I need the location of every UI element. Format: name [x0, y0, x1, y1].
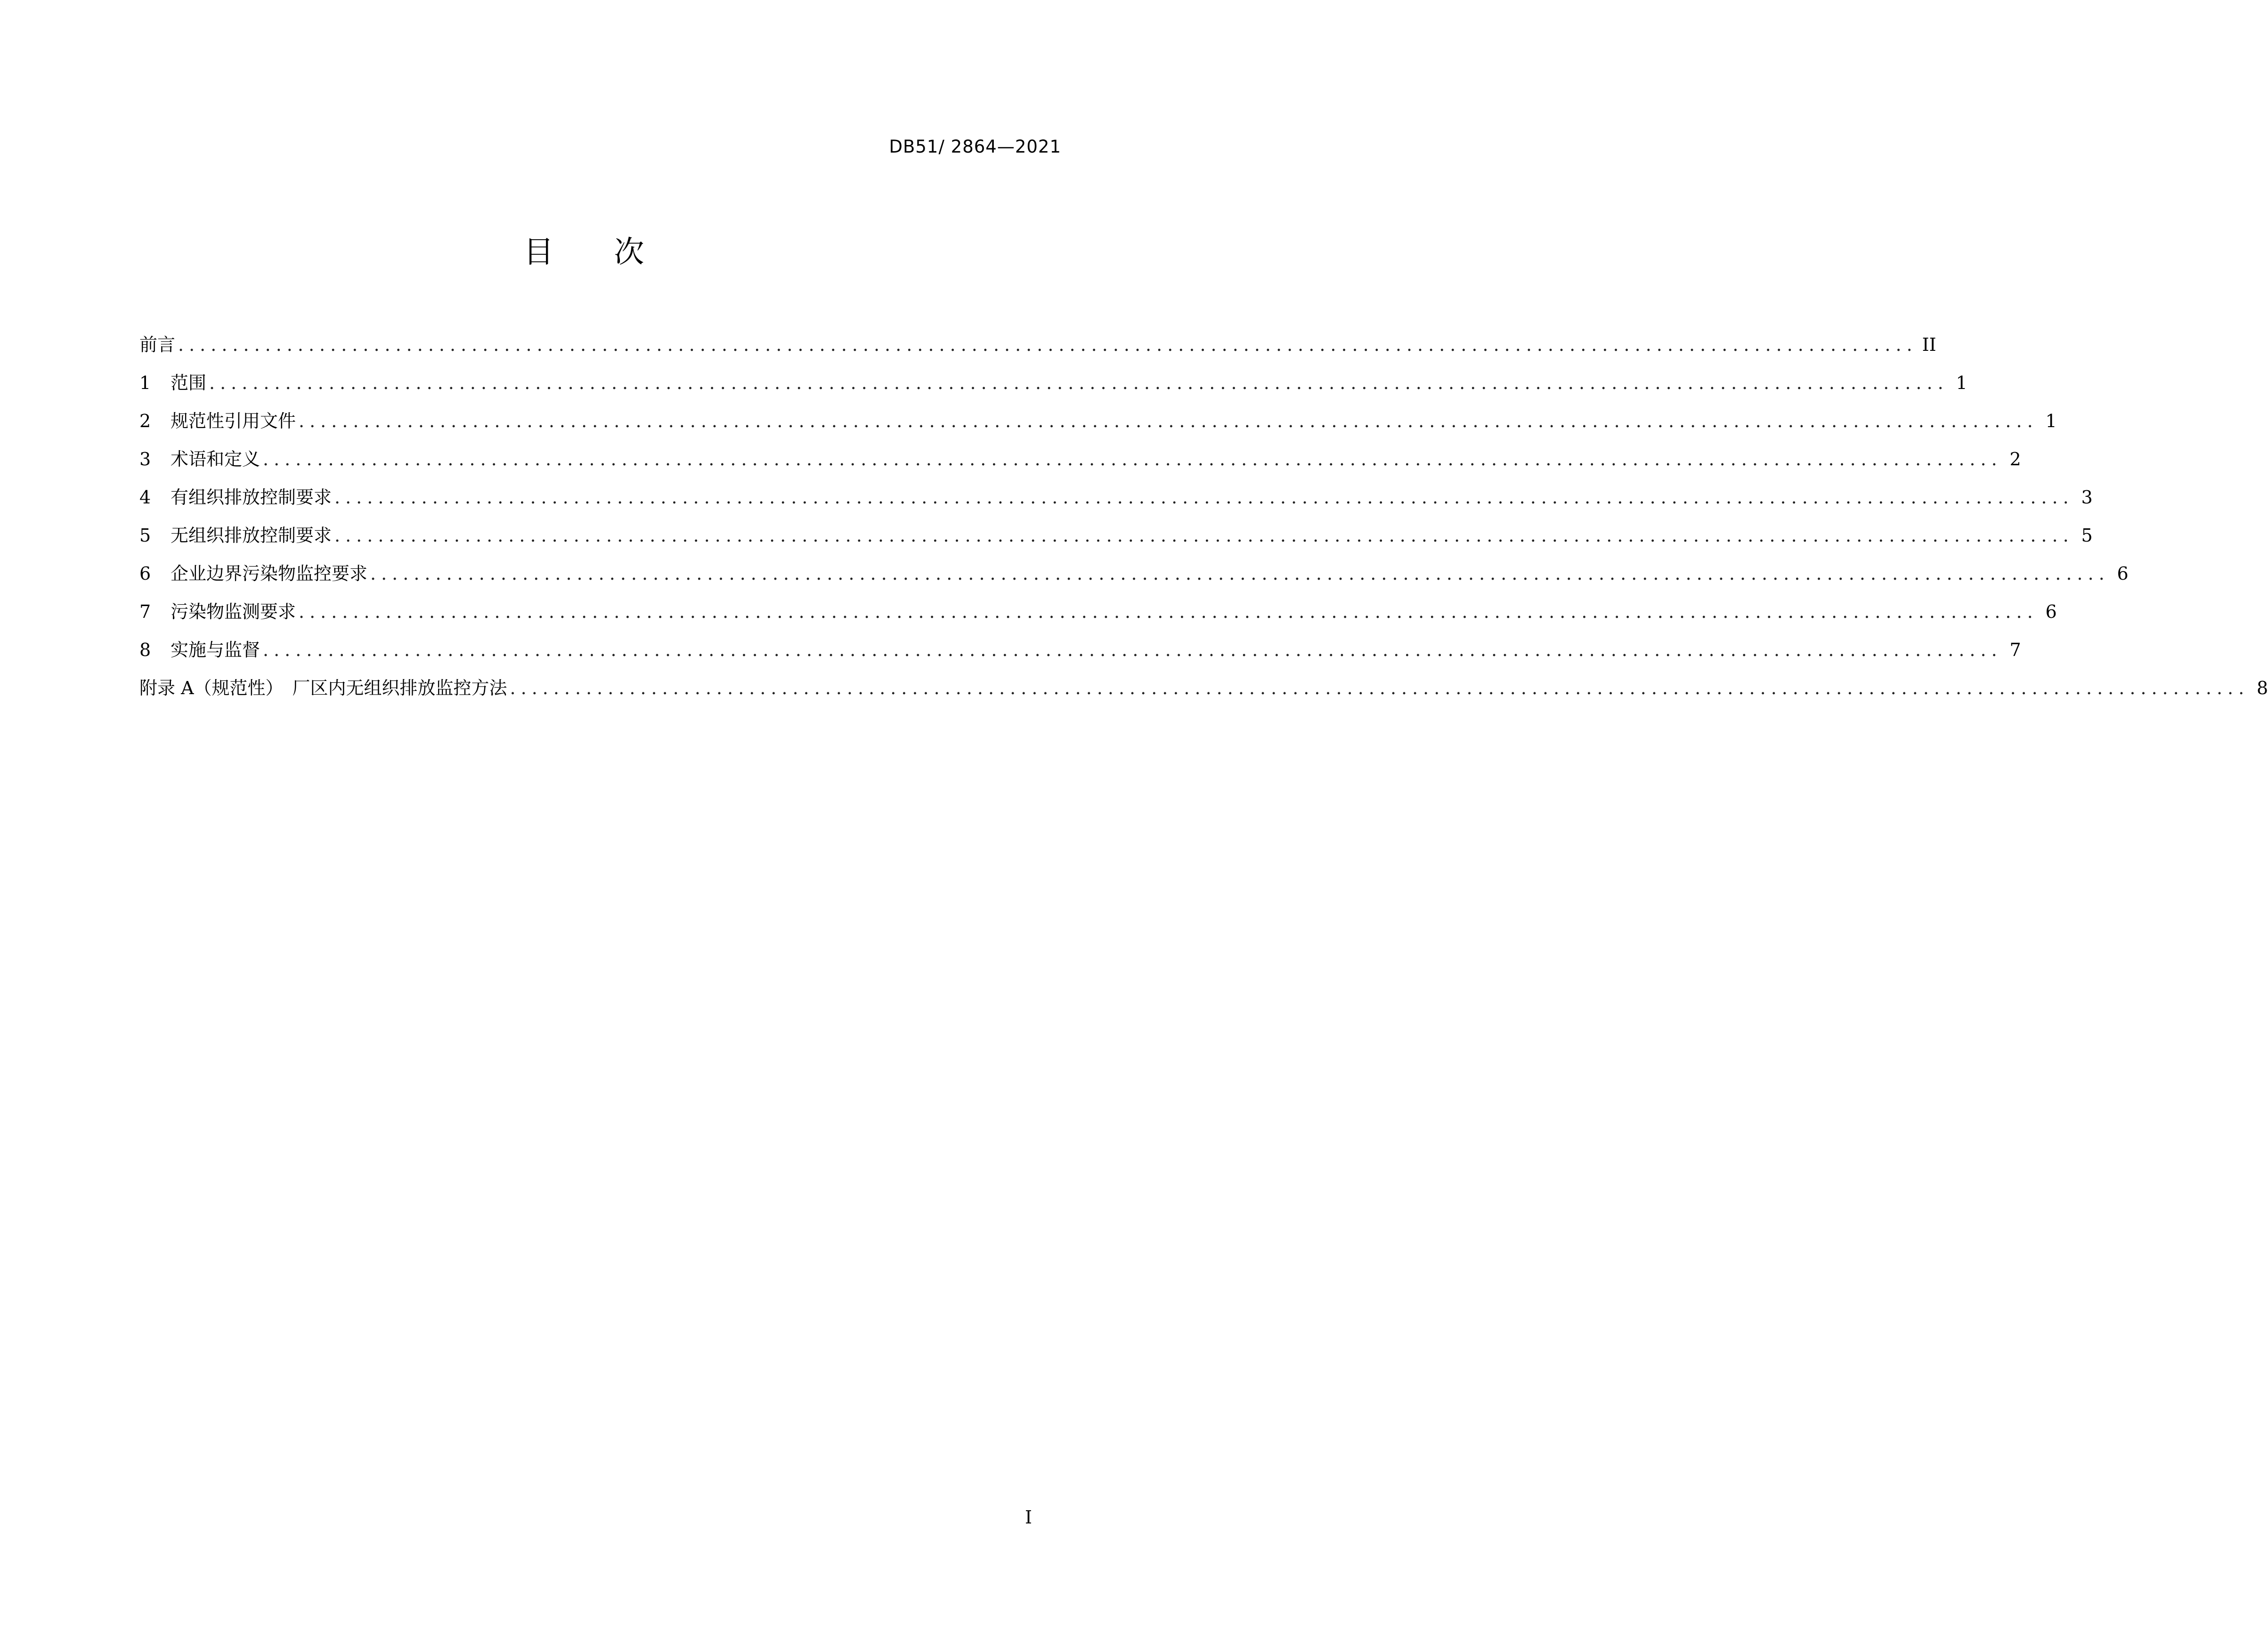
- toc-entry-label: 2 规范性引用文件: [139, 402, 299, 440]
- toc-title: 目 次: [523, 235, 644, 270]
- toc-entry-label: 6 企业边界污染物监控要求: [139, 555, 370, 593]
- toc-entry-label: 4 有组织排放控制要求: [139, 478, 334, 517]
- toc-entry-boundary-monitoring[interactable]: [139, 555, 2129, 593]
- toc-entry-page: 5: [2081, 525, 2093, 546]
- toc-leader-dots: ................................................................................................................................................................: [263, 449, 2002, 470]
- toc-entry-label: 5 无组织排放控制要求: [139, 517, 334, 555]
- toc-entry-page: II: [1922, 334, 1936, 355]
- toc-entry-number: 7: [139, 601, 151, 622]
- toc-entry-organized-emission[interactable]: [139, 478, 2093, 517]
- toc-entry-page: 6: [2117, 563, 2129, 584]
- toc-leader-dots: ................................................................................................................................................................: [510, 678, 2250, 698]
- toc-leader-dots: ................................................................................................................................................................: [209, 373, 1949, 393]
- toc-entry-number: 8: [139, 640, 151, 660]
- toc-entry-label: 3 术语和定义: [139, 440, 263, 478]
- toc-entry-page: 2: [2009, 449, 2021, 470]
- toc-entry-implementation-supervision[interactable]: [139, 631, 2021, 669]
- toc-entry-pollutant-monitoring[interactable]: [139, 593, 2057, 631]
- toc-entry-page: 7: [2009, 640, 2021, 660]
- toc-entry-label: 8 实施与监督: [139, 631, 263, 669]
- toc-entry-number: 4: [139, 487, 151, 508]
- toc-entry-number: 5: [139, 525, 151, 546]
- toc-leader-dots: ................................................................................................................................................................: [334, 525, 2074, 546]
- toc-entry-number: 2: [139, 411, 151, 431]
- toc-entry-fugitive-emission[interactable]: [139, 517, 2093, 555]
- toc-leader-dots: ................................................................................................................................................................: [178, 334, 1918, 355]
- toc-entry-scope[interactable]: [139, 364, 1967, 402]
- toc-entry-foreword[interactable]: [139, 326, 1936, 364]
- toc-leader-dots: ................................................................................................................................................................: [370, 563, 2110, 584]
- toc-leader-dots: ................................................................................................................................................................: [263, 640, 2002, 660]
- page-number: I: [1025, 1507, 1032, 1528]
- toc-entry-terms-definitions[interactable]: [139, 440, 2021, 478]
- toc-entry-normative-references[interactable]: [139, 402, 2057, 440]
- toc-entry-appendix-a[interactable]: [139, 669, 2268, 707]
- toc-entry-page: 3: [2081, 487, 2093, 508]
- toc-entry-label: 附录 A（规范性） 厂区内无组织排放监控方法: [139, 678, 507, 698]
- toc-entry-number: 1: [139, 373, 151, 393]
- toc-entry-label: 1 范围: [139, 364, 209, 402]
- table-of-contents: [139, 326, 2268, 707]
- toc-leader-dots: ................................................................................................................................................................: [299, 411, 2038, 431]
- toc-leader-dots: ................................................................................................................................................................: [334, 487, 2074, 508]
- toc-leader-dots: ................................................................................................................................................................: [299, 601, 2038, 622]
- toc-entry-number: 3: [139, 449, 151, 470]
- document-code: DB51/ 2864—2021: [889, 137, 1061, 157]
- toc-entry-label: 7 污染物监测要求: [139, 593, 299, 631]
- toc-entry-page: 1: [1956, 373, 1967, 393]
- toc-entry-label: 前言: [139, 334, 176, 355]
- toc-entry-number: 6: [139, 563, 151, 584]
- toc-entry-page: 1: [2045, 411, 2057, 431]
- toc-entry-page: 8: [2257, 678, 2268, 698]
- toc-entry-page: 6: [2045, 601, 2057, 622]
